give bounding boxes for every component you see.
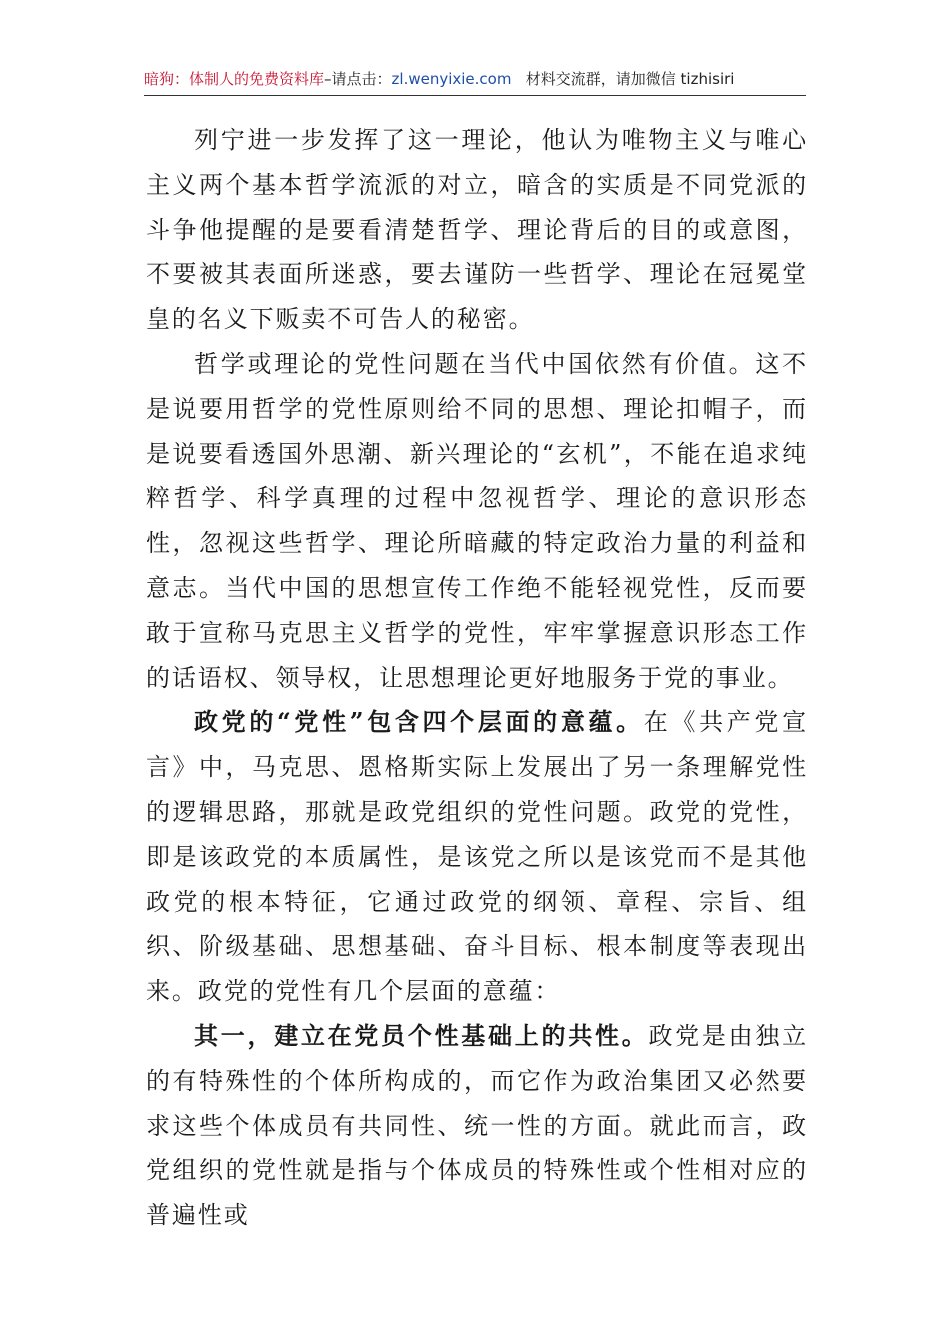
paragraph-4-text: 政党是由独立的有特殊性的个体所构成的，而它作为政治集团又必然要求这些个体成员有共同性、统一性的方面。就此而言，政党组织的党性就是指与个体成员的特殊性或个性相对应的普遍性或 [146,1021,808,1230]
paragraph-1 [146,118,808,342]
header-brand: 暗狗：体制人的免费资料库 [144,70,325,88]
paragraph-2 [146,342,808,700]
paragraph-4 [146,1014,808,1238]
paragraph-3-heading: 政党的“党性”包含四个层面的意蕴。 [194,707,644,737]
paragraph-3 [146,700,808,1014]
paragraph-2-text: 哲学或理论的党性问题在当代中国依然有价值。这不是说要用哲学的党性原则给不同的思想、理论扣帽子，而是说要看透国外思潮、新兴理论的“玄机”，不能在追求纯粹哲学、科学真理的过程中忽视哲学、理论的意识形态性，忽视这些哲学、理论所暗藏的特定政治力量的利益和意志。当代中国的思想宣传工作绝不能轻视党性，反而要敢于宣称马克思主义哲学的党性，牢牢掌握意识形态工作的话语权、领导权，让思想理论更好地服务于党的事业。 [146,349,808,692]
paragraph-3-text: 在《共产党宣言》中，马克思、恩格斯实际上发展出了另一条理解党性的逻辑思路，那就是政党组织的党性问题。政党的党性，即是该政党的本质属性，是该党之所以是该党而不是其他政党的根本特征，它通过政党的纲领、章程、宗旨、组织、阶级基础、思想基础、奋斗目标、根本制度等表现出来。政党的党性有几个层面的意蕴： [146,708,808,1006]
header-divider [144,95,806,96]
document-body [146,118,808,1238]
header-prompt: –请点击： [324,70,392,88]
paragraph-1-text: 列宁进一步发挥了这一理论，他认为唯物主义与唯心主义两个基本哲学流派的对立，暗含的实质是不同党派的斗争他提醒的是要看清楚哲学、理论背后的目的或意图，不要被其表面所迷惑，要去谨防一些哲学、理论在冠冕堂皇的名义下贩卖不可告人的秘密。 [146,126,808,334]
header-url-link[interactable]: zl.wenyixie.com [391,70,512,88]
header-wechat-note: 材料交流群，请加微信 tizhisiri [525,70,735,88]
page-header [144,62,806,96]
paragraph-4-heading: 其一，建立在党员个性基础上的共性。 [194,1020,649,1050]
